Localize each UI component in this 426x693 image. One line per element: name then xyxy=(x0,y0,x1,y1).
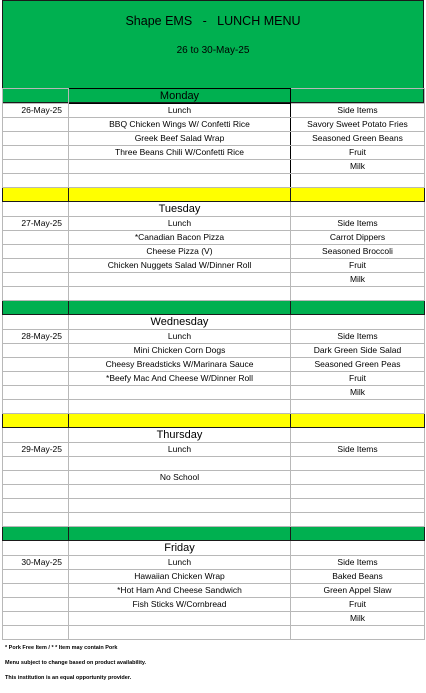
side-item: Fruit xyxy=(291,259,425,273)
separator-cell xyxy=(3,301,69,315)
side-item: Milk xyxy=(291,273,425,287)
lunch-item: Hawaiian Chicken Wrap xyxy=(69,570,291,584)
side-item: Milk xyxy=(291,612,425,626)
lunch-item xyxy=(69,626,291,640)
side-item: Seasoned Green Beans xyxy=(291,132,425,146)
blank-cell xyxy=(3,400,69,414)
blank-cell xyxy=(3,174,69,188)
date-friday: 30-May-25 xyxy=(3,556,69,570)
day-heading-row xyxy=(3,541,425,556)
blank-cell xyxy=(3,358,69,372)
blank-cell xyxy=(3,231,69,245)
menu-row xyxy=(3,344,425,358)
menu-title: Shape EMS - LUNCH MENU xyxy=(125,14,301,28)
day-name-thursday: Thursday xyxy=(69,428,291,443)
lunch-item xyxy=(69,287,291,301)
lunch-item xyxy=(69,273,291,287)
separator-cell xyxy=(69,527,291,541)
side-item: Fruit xyxy=(291,372,425,386)
day-label-row xyxy=(3,330,425,344)
lunch-item: Chicken Nuggets Salad W/Dinner Roll xyxy=(69,259,291,273)
menu-row xyxy=(3,612,425,626)
menu-row xyxy=(3,400,425,414)
menu-row xyxy=(3,485,425,499)
side-item: Seasoned Green Peas xyxy=(291,358,425,372)
blank-cell xyxy=(3,315,69,330)
lunch-item xyxy=(69,457,291,471)
blank-cell xyxy=(291,428,425,443)
separator-cell xyxy=(3,527,69,541)
blank-cell xyxy=(3,372,69,386)
lunch-item xyxy=(69,612,291,626)
separator-cell xyxy=(69,414,291,428)
menu-row xyxy=(3,118,425,132)
side-items-label: Side Items xyxy=(291,556,425,570)
separator-cell xyxy=(69,301,291,315)
day-heading-row xyxy=(3,202,425,217)
blank-cell xyxy=(3,570,69,584)
lunch-item xyxy=(69,513,291,527)
blank-cell xyxy=(3,146,69,160)
side-items-label: Side Items xyxy=(291,217,425,231)
side-item xyxy=(291,174,425,188)
blank-cell xyxy=(3,541,69,556)
blank-cell xyxy=(3,428,69,443)
menu-row xyxy=(3,584,425,598)
blank-cell xyxy=(3,598,69,612)
lunch-label: Lunch xyxy=(69,443,291,457)
lunch-item: Cheesy Breadsticks W/Marinara Sauce xyxy=(69,358,291,372)
blank-cell xyxy=(291,89,425,104)
separator-row-green xyxy=(3,527,425,541)
menu-row xyxy=(3,245,425,259)
blank-cell xyxy=(291,541,425,556)
day-label-row xyxy=(3,443,425,457)
blank-cell xyxy=(291,315,425,330)
lunch-item xyxy=(69,499,291,513)
side-item: Fruit xyxy=(291,146,425,160)
menu-row xyxy=(3,132,425,146)
lunch-label: Lunch xyxy=(69,104,291,118)
side-item xyxy=(291,499,425,513)
blank-cell xyxy=(3,259,69,273)
lunch-label: Lunch xyxy=(69,330,291,344)
blank-cell xyxy=(3,118,69,132)
menu-row xyxy=(3,499,425,513)
side-item xyxy=(291,287,425,301)
blank-cell xyxy=(3,132,69,146)
menu-row xyxy=(3,358,425,372)
footer-note-pork: * Pork Free Item / * * Item may contain Pork xyxy=(5,645,118,651)
separator-cell xyxy=(291,301,425,315)
lunch-item xyxy=(69,386,291,400)
lunch-item: Greek Beef Salad Wrap xyxy=(69,132,291,146)
separator-cell xyxy=(3,188,69,202)
menu-row xyxy=(3,160,425,174)
footer-note-availability: Menu subject to change based on product availability. xyxy=(5,660,147,666)
menu-row xyxy=(3,457,425,471)
menu-row xyxy=(3,273,425,287)
date-tuesday: 27-May-25 xyxy=(3,217,69,231)
blank-cell xyxy=(3,471,69,485)
lunch-item: Fish Sticks W/Cornbread xyxy=(69,598,291,612)
menu-row xyxy=(3,570,425,584)
blank-cell xyxy=(3,457,69,471)
day-label-row xyxy=(3,556,425,570)
blank-cell xyxy=(3,344,69,358)
side-item xyxy=(291,485,425,499)
side-item xyxy=(291,471,425,485)
day-name-monday: Monday xyxy=(69,89,291,104)
blank-cell xyxy=(3,287,69,301)
menu-date-range: 26 to 30-May-25 xyxy=(176,45,250,56)
blank-cell xyxy=(3,626,69,640)
side-items-label: Side Items xyxy=(291,104,425,118)
separator-cell xyxy=(291,414,425,428)
separator-cell xyxy=(3,414,69,428)
menu-row xyxy=(3,372,425,386)
day-heading-row xyxy=(3,89,425,104)
side-item: Milk xyxy=(291,386,425,400)
separator-row-green xyxy=(3,301,425,315)
separator-row-yellow xyxy=(3,414,425,428)
blank-cell xyxy=(3,499,69,513)
side-item: Fruit xyxy=(291,598,425,612)
blank-cell xyxy=(3,612,69,626)
blank-cell xyxy=(3,485,69,499)
menu-row xyxy=(3,231,425,245)
menu-row xyxy=(3,386,425,400)
separator-cell xyxy=(291,527,425,541)
side-item: Baked Beans xyxy=(291,570,425,584)
lunch-item: *Hot Ham And Cheese Sandwich xyxy=(69,584,291,598)
side-item: Carrot Dippers xyxy=(291,231,425,245)
side-item: Green Appel Slaw xyxy=(291,584,425,598)
separator-cell xyxy=(69,188,291,202)
side-item xyxy=(291,513,425,527)
side-item: Savory Sweet Potato Fries xyxy=(291,118,425,132)
lunch-item xyxy=(69,160,291,174)
lunch-label: Lunch xyxy=(69,217,291,231)
lunch-item: *Canadian Bacon Pizza xyxy=(69,231,291,245)
menu-row xyxy=(3,174,425,188)
day-heading-row xyxy=(3,428,425,443)
side-items-label: Side Items xyxy=(291,330,425,344)
lunch-item xyxy=(69,400,291,414)
blank-cell xyxy=(3,273,69,287)
menu-row xyxy=(3,471,425,485)
date-wednesday: 28-May-25 xyxy=(3,330,69,344)
day-label-row xyxy=(3,104,425,118)
lunch-item xyxy=(69,174,291,188)
side-item xyxy=(291,400,425,414)
footer-note-equal-opportunity: This institution is an equal opportunity provider. xyxy=(5,675,132,681)
menu-row xyxy=(3,626,425,640)
menu-table xyxy=(2,88,425,640)
day-name-friday: Friday xyxy=(69,541,291,556)
lunch-item: *Beefy Mac And Cheese W/Dinner Roll xyxy=(69,372,291,386)
day-heading-row xyxy=(3,315,425,330)
blank-cell xyxy=(291,202,425,217)
menu-row xyxy=(3,146,425,160)
lunch-item: Mini Chicken Corn Dogs xyxy=(69,344,291,358)
separator-cell xyxy=(291,188,425,202)
blank-cell xyxy=(3,584,69,598)
date-monday: 26-May-25 xyxy=(3,104,69,118)
blank-cell xyxy=(3,89,69,104)
side-item: Dark Green Side Salad xyxy=(291,344,425,358)
date-thursday: 29-May-25 xyxy=(3,443,69,457)
menu-row xyxy=(3,287,425,301)
side-items-label: Side Items xyxy=(291,443,425,457)
blank-cell xyxy=(3,160,69,174)
lunch-label: Lunch xyxy=(69,556,291,570)
lunch-item xyxy=(69,485,291,499)
blank-cell xyxy=(3,202,69,217)
blank-cell xyxy=(3,245,69,259)
day-name-tuesday: Tuesday xyxy=(69,202,291,217)
lunch-item: Cheese Pizza (V) xyxy=(69,245,291,259)
lunch-item: Three Beans Chili W/Confetti Rice xyxy=(69,146,291,160)
blank-cell xyxy=(3,386,69,400)
lunch-item: No School xyxy=(69,471,291,485)
menu-row xyxy=(3,513,425,527)
side-item xyxy=(291,457,425,471)
separator-row-yellow xyxy=(3,188,425,202)
blank-cell xyxy=(3,513,69,527)
menu-row xyxy=(3,598,425,612)
lunch-item: BBQ Chicken Wings W/ Confetti Rice xyxy=(69,118,291,132)
side-item: Seasoned Broccoli xyxy=(291,245,425,259)
menu-row xyxy=(3,259,425,273)
day-name-wednesday: Wednesday xyxy=(69,315,291,330)
side-item: Milk xyxy=(291,160,425,174)
side-item xyxy=(291,626,425,640)
day-label-row xyxy=(3,217,425,231)
